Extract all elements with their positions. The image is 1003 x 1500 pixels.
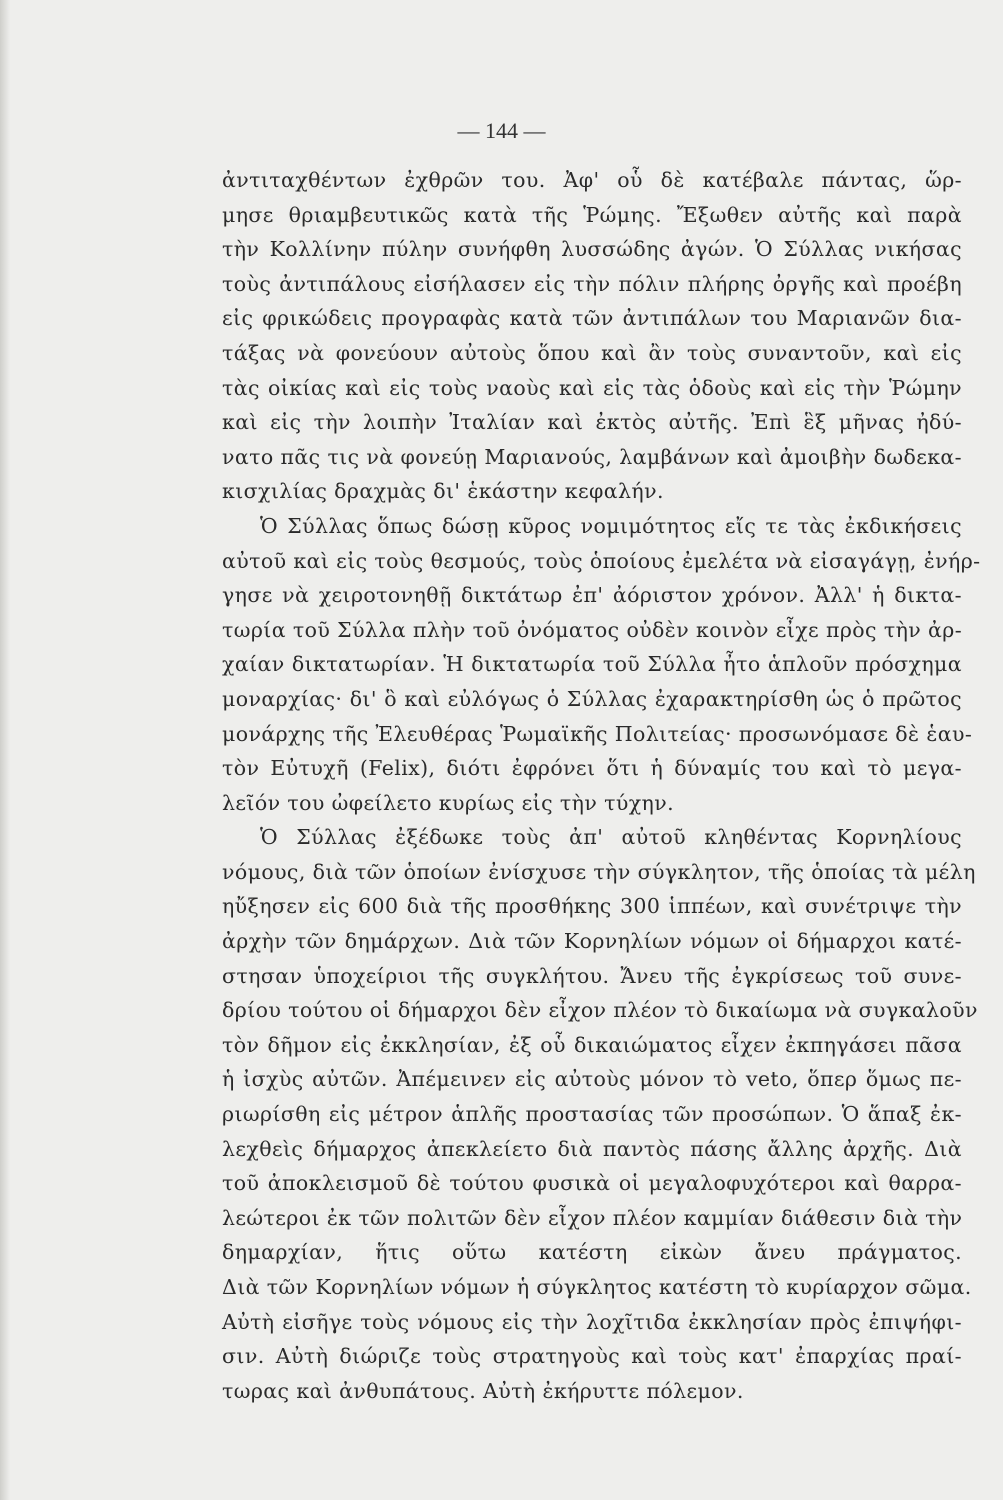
text-line: νόμους, διὰ τῶν ὁποίων ἐνίσχυσε τὴν σύγκλητον, τῆς ὁποίας τὰ μέλη — [222, 859, 976, 884]
text-line: ριωρίσθη εἰς μέτρον ἁπλῆς προστασίας τῶν προσώπων. Ὁ ἅπαξ ἐκ- — [222, 1102, 962, 1127]
text-line: γησε νὰ χειροτονηθῇ δικτάτωρ ἐπ' ἀόριστον χρόνον. Ἀλλ' ἡ δικτα- — [222, 583, 962, 608]
text-line: τοῦ ἀποκλεισμοῦ δὲ τούτου φυσικὰ οἱ μεγαλοφυχότεροι καὶ θαρρα- — [222, 1171, 962, 1196]
text-line: νατο πᾶς τις νὰ φονεύῃ Μαριανούς, λαμβάνων καὶ ἀμοιβὴν δωδεκα- — [222, 444, 962, 469]
text-line: λεώτεροι ἐκ τῶν πολιτῶν δὲν εἶχον πλέον καμμίαν διάθεσιν διὰ τὴν — [222, 1205, 963, 1230]
text-line: δρίου τούτου οἱ δήμαρχοι δὲν εἶχον πλέον τὸ δικαίωμα νὰ συγκαλοῦν — [222, 998, 978, 1023]
text-line: καὶ εἰς τὴν λοιπὴν Ἰταλίαν καὶ ἐκτὸς αὐτῆς. Ἐπὶ ἓξ μῆνας ἠδύ- — [222, 410, 962, 435]
text-line: εἰς φρικώδεις προγραφὰς κατὰ τῶν ἀντιπάλων του Μαριανῶν δια- — [222, 306, 962, 331]
text-line: μονάρχης τῆς Ἐλευθέρας Ῥωμαϊκῆς Πολιτείας· προσωνόμασε δὲ ἑαυ- — [222, 721, 973, 746]
text-line: ηὔξησεν εἰς 600 διὰ τῆς προσθήκης 300 ἱππέων, καὶ συνέτριψε τὴν — [222, 894, 962, 919]
text-line: Ὁ Σύλλας ὅπως δώσῃ κῦρος νομιμότητος εἴς τε τὰς ἐκδικήσεις — [260, 513, 962, 538]
text-line: τωρία τοῦ Σύλλα πλὴν τοῦ ὀνόματος οὐδὲν κοινὸν εἶχε πρὸς τὴν ἀρ- — [222, 617, 963, 642]
text-line: τὸν Εὐτυχῆ (Felix), διότι ἐφρόνει ὅτι ἡ δύναμίς του καὶ τὸ μεγα- — [222, 756, 962, 781]
paragraph-2 — [222, 509, 981, 820]
paragraph-1 — [222, 163, 962, 509]
text-line: λεῖόν του ὠφείλετο κυρίως εἰς τὴν τύχην. — [222, 790, 674, 815]
text-line: δημαρχίαν, ἥτις οὕτω κατέστη εἰκὼν ἄνευ πράγματος. — [222, 1240, 962, 1265]
text-line: ἀντιταχθέντων ἐχθρῶν του. Ἀφ' οὗ δὲ κατέβαλε πάντας, ὥρ- — [222, 168, 962, 192]
text-line: τωρας καὶ ἀνθυπάτους. Αὐτὴ ἐκήρυττε πόλεμον. — [222, 1378, 744, 1403]
text-line: κισχιλίας δραχμὰς δι' ἑκάστην κεφαλήν. — [222, 479, 664, 504]
text-line: σιν. Αὐτὴ διώριζε τοὺς στρατηγοὺς καὶ τοὺς κατ' ἐπαρχίας πραί- — [222, 1344, 962, 1369]
text-line: λεχθεὶς δήμαρχος ἀπεκλείετο διὰ παντὸς πάσης ἄλλης ἀρχῆς. Διὰ — [222, 1136, 962, 1161]
text-line: Αὐτὴ εἰσῆγε τοὺς νόμους εἰς τὴν λοχῖτιδα ἐκκλησίαν πρὸς ἐπιψήφι- — [222, 1309, 962, 1334]
text-line: τὴν Κολλίνην πύλην συνήφθη λυσσώδης ἀγών. Ὁ Σύλλας νικήσας — [222, 237, 962, 262]
text-line: Ὁ Σύλλας ἐξέδωκε τοὺς ἀπ' αὐτοῦ κληθέντας Κορνηλίους — [260, 825, 962, 850]
text-line: στησαν ὑποχείριοι τῆς συγκλήτου. Ἄνευ τῆς ἐγκρίσεως τοῦ συνε- — [222, 963, 962, 988]
text-line: τάξας νὰ φονεύουν αὐτοὺς ὅπου καὶ ἂν τοὺς συναντοῦν, καὶ εἰς — [222, 340, 962, 365]
text-line: μοναρχίας· δι' ὃ καὶ εὐλόγως ὁ Σύλλας ἐχαρακτηρίσθη ὡς ὁ πρῶτος — [222, 686, 962, 711]
page-edge-shadow — [0, 0, 10, 1500]
text-line: τὸν δῆμον εἰς ἐκκλησίαν, ἐξ οὗ δικαιώματος εἶχεν ἐκπηγάσει πᾶσα — [222, 1032, 962, 1057]
text-line: χαίαν δικτατωρίαν. Ἡ δικτατωρία τοῦ Σύλλα ἦτο ἁπλοῦν πρόσχημα — [222, 652, 962, 677]
text-line: μησε θριαμβευτικῶς κατὰ τῆς Ῥώμης. Ἔξωθεν αὐτῆς καὶ παρὰ — [222, 202, 962, 227]
text-line: αὐτοῦ καὶ εἰς τοὺς θεσμούς, τοὺς ὁποίους ἐμελέτα νὰ εἰσαγάγῃ, ἐνήρ- — [222, 548, 981, 573]
text-line: τὰς οἰκίας καὶ εἰς τοὺς ναοὺς καὶ εἰς τὰς ὁδοὺς καὶ εἰς τὴν Ῥώμην — [222, 375, 962, 400]
text-line: Διὰ τῶν Κορνηλίων νόμων ἡ σύγκλητος κατέστη τὸ κυρίαρχον σῶμα. — [222, 1275, 972, 1299]
body-text — [222, 163, 981, 1408]
paragraph-3 — [222, 820, 978, 1408]
text-line: ἀρχὴν τῶν δημάρχων. Διὰ τῶν Κορνηλίων νόμων οἱ δήμαρχοι κατέ- — [222, 929, 962, 954]
text-line: τοὺς ἀντιπάλους εἰσήλασεν εἰς τὴν πόλιν πλήρης ὀργῆς καὶ προέβη — [222, 271, 962, 296]
page-number: — 144 — — [457, 118, 546, 143]
text-line: ἡ ἰσχὺς αὐτῶν. Ἀπέμεινεν εἰς αὐτοὺς μόνον τὸ veto, ὅπερ ὅμως πε- — [222, 1067, 962, 1092]
